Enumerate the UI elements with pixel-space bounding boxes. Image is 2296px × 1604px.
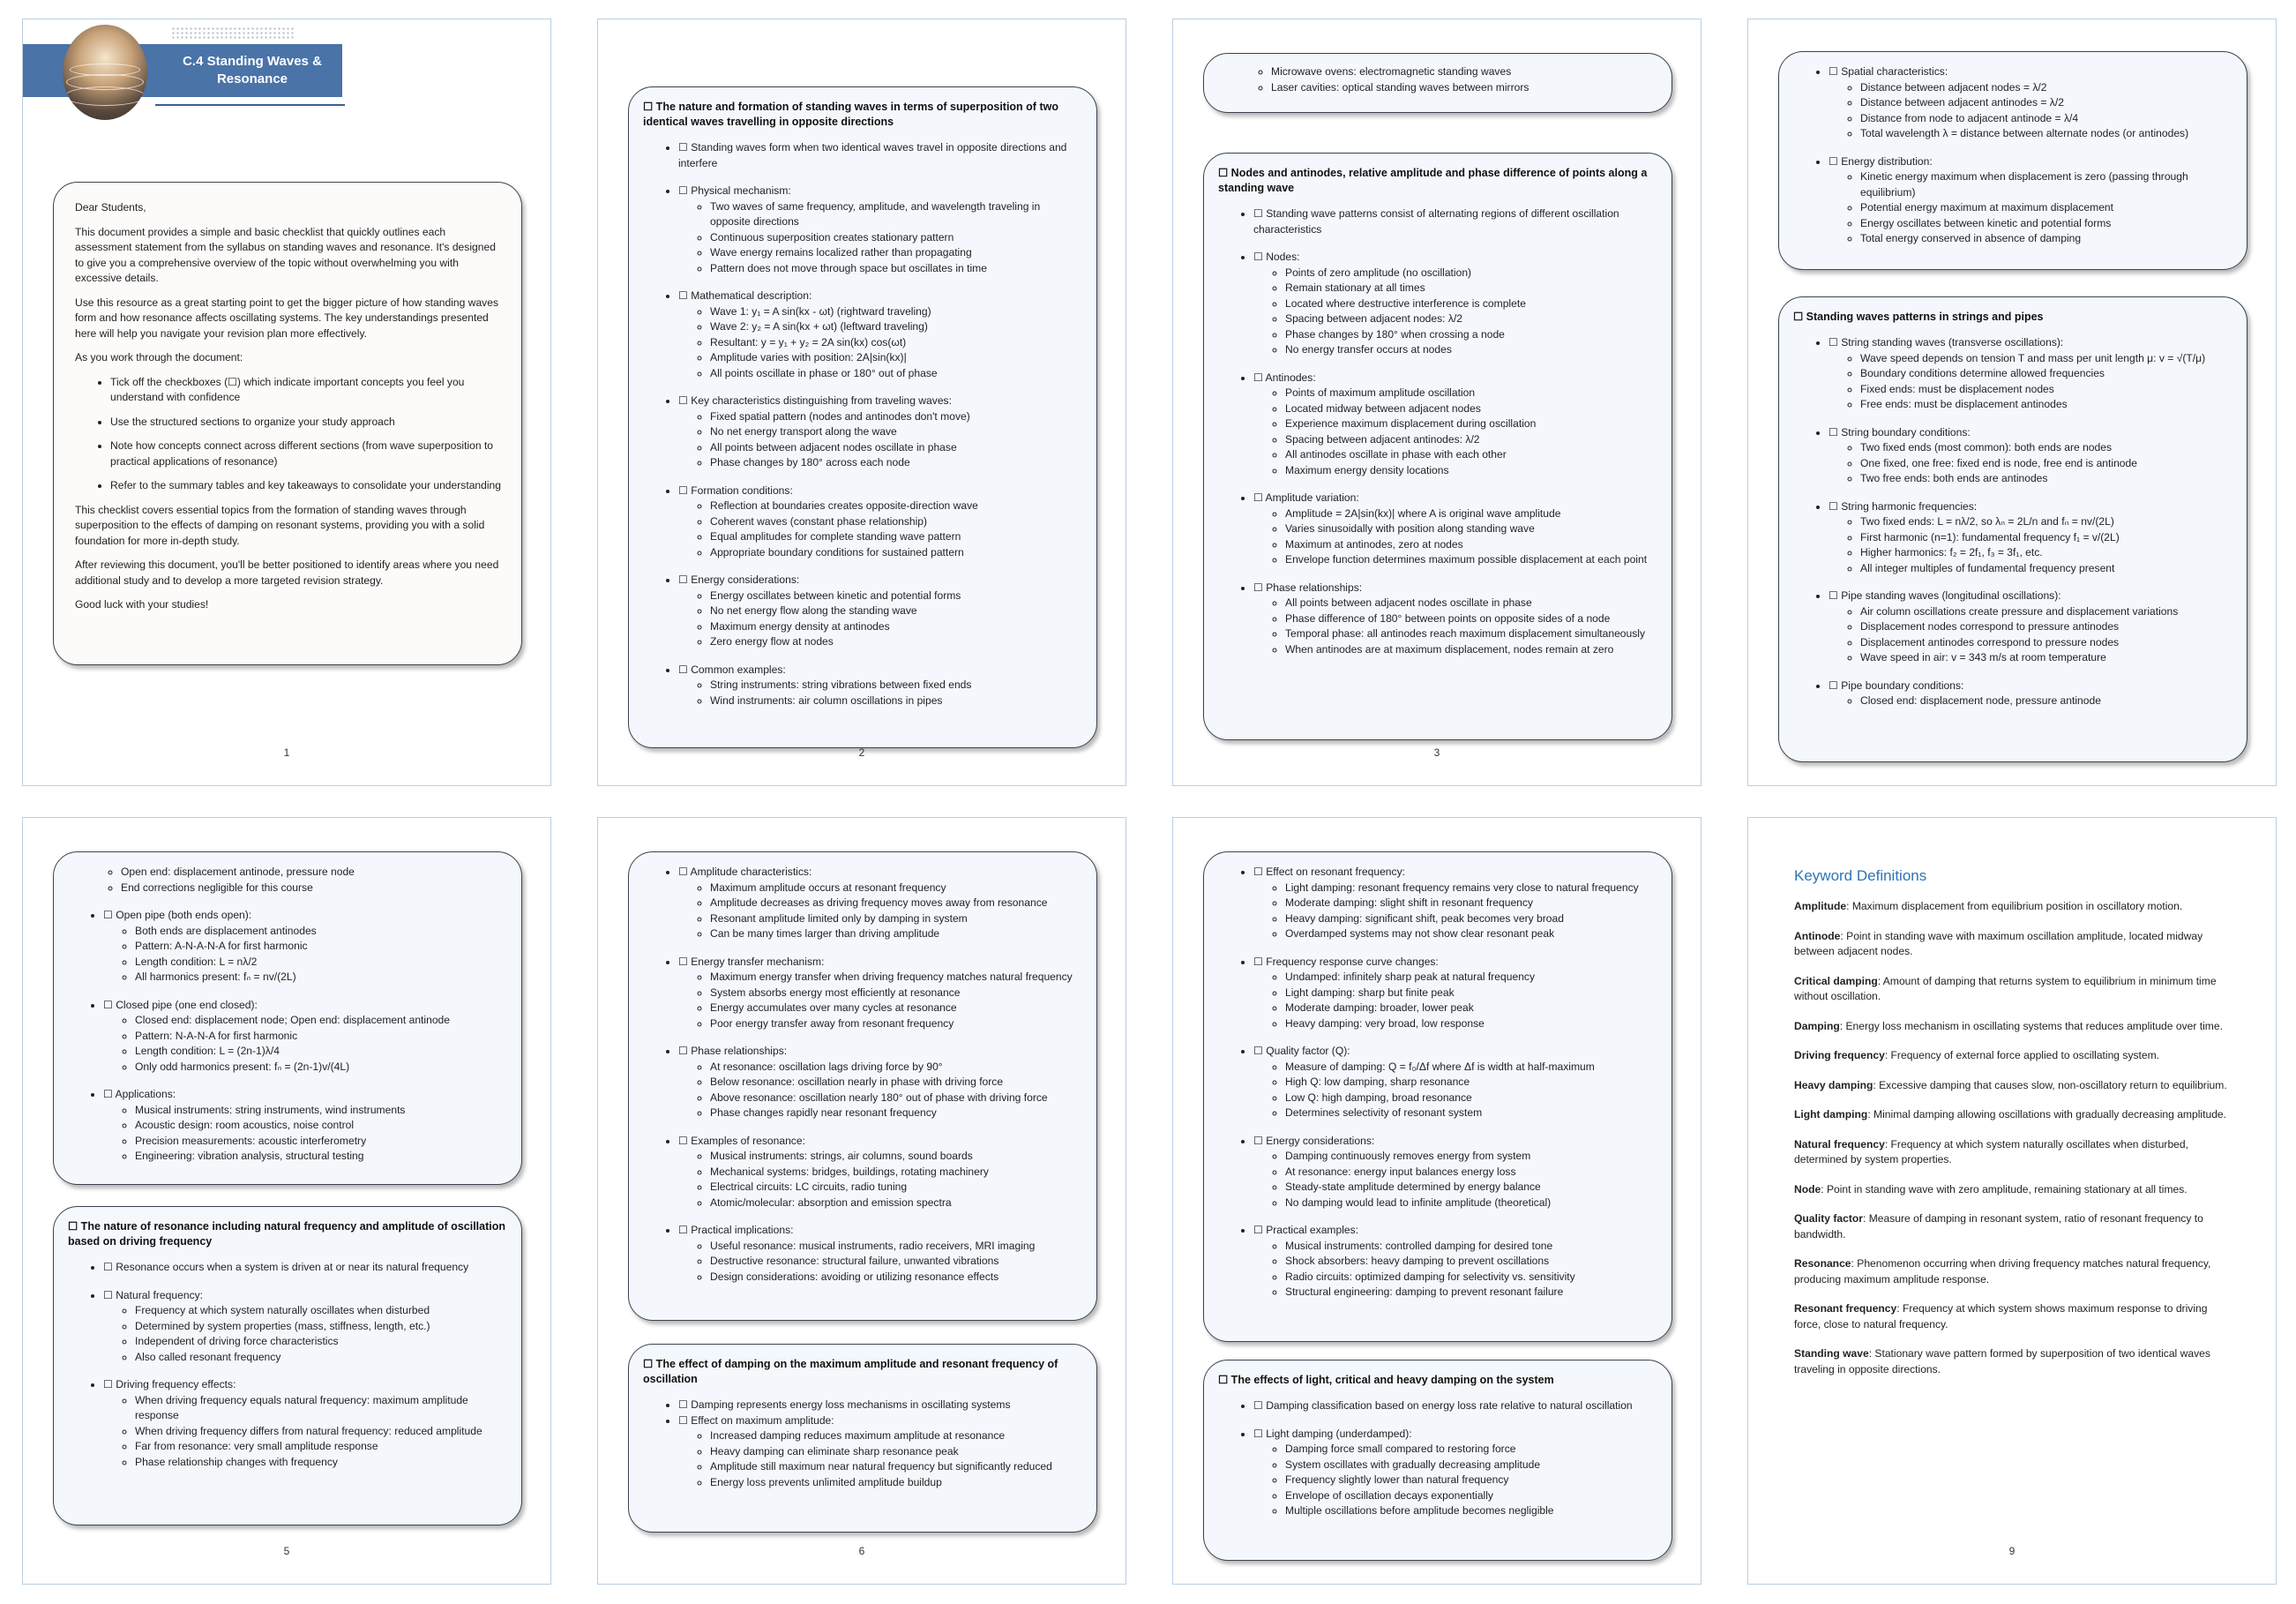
list-item: • Refer to the summary tables and key takeaways to consolidate your understanding (110, 478, 504, 494)
keyword-definitions-title: Keyword Definitions (1794, 867, 1927, 884)
checklist-item[interactable]: • ☐ Closed pipe (one end closed): ◦ Closed end: displacement node; Open end: displacement antinode ◦ Pattern: N-A-N-A for first harmonic ◦ Length condition: L = (2n-1)λ/4 ◦ Only odd harmonics present: fₙ = (2n-1)v/(4L) (103, 998, 505, 1076)
greeting: Dear Students, (75, 201, 146, 214)
checklist-item[interactable]: • ☐ Mathematical description: ◦ Wave 1: y₁ = A sin(kx - ωt) (rightward traveling) ◦ Wave 2: y₂ = A sin(kx + ωt) (leftward traveling) ◦ Resultant: y = y₁ + y₂ = 2A sin(kx) cos(ωt) ◦ Amplitude varies with position: 2A|sin(kx)| ◦ All points oscillate in phase or 180° out of phase (678, 289, 1081, 381)
checklist-item[interactable]: • ☐ Pipe standing waves (longitudinal oscillations): ◦ Air column oscillations create pressure and displacement variations ◦ Displacement nodes correspond to pressure antinodes ◦ Displacement antinodes correspond to pressure nodes ◦ Wave speed in air: v = 343 m/s at room temperature (1829, 588, 2231, 666)
page-number: 1 (283, 746, 290, 759)
closing-paragraph: This checklist covers essential topics from the formation of standing waves through superposition to the effects of damping on resonant systems, providing you with a solid foundation for more in-depth study. (75, 503, 485, 547)
keyword-entry: Node: Point in standing wave with zero amplitude, remaining stationary at all times. (1794, 1182, 2188, 1196)
keyword-entry: Quality factor: Measure of damping in resonant system, ratio of resonant frequency to bandwidth. (1794, 1212, 2203, 1240)
checklist-item[interactable]: • ☐ String standing waves (transverse oscillations): ◦ Wave speed depends on tension T and mass per unit length μ: v = √(T/μ) ◦ Boundary conditions determine allowed frequencies ◦ Fixed ends: must be displacement nodes ◦ Free ends: must be displacement antinodes (1829, 335, 2231, 413)
checklist-item[interactable]: • ☐ String harmonic frequencies: ◦ Two fixed ends: L = nλ/2, so λₙ = 2L/n and fₙ = nv/(2L) ◦ First harmonic (n=1): fundamental frequency f₁ = v/(2L) ◦ Higher harmonics: f₂ = 2f₁, f₃ = 3f₁, etc. ◦ All integer multiples of fundamental frequency present (1829, 499, 2231, 577)
keyword-entry: Resonance: Phenomenon occurring when driving frequency matches natural frequency, producing maximum amplitude response. (1794, 1257, 2211, 1285)
intro-card (53, 182, 522, 665)
continued-card (1203, 851, 1672, 1342)
intro-paragraph: Use this resource as a great starting point to get the bigger picture of how standing waves form and how resonance affects oscillating systems. The key understandings presented here will help you navigate your revision plan more effectively. (75, 296, 498, 340)
continued-card: ◦ Microwave ovens: electromagnetic standing waves ◦ Laser cavities: optical standing waves between mirrors (1203, 53, 1672, 113)
checklist-item[interactable]: • ☐ Energy considerations: ◦ Energy oscillates between kinetic and potential forms ◦ No net energy flow along the standing wave ◦ Maximum energy density at antinodes ◦ Zero energy flow at nodes (678, 573, 1081, 650)
checklist (1218, 1398, 1656, 1519)
checklist-item[interactable]: • ☐ Energy considerations: ◦ Damping continuously removes energy from system ◦ At resonance: energy input balances energy loss ◦ Steady-state amplitude determined by energy balance ◦ No damping would lead to infinite amplitude (theoretical) (1253, 1134, 1656, 1211)
checklist-item[interactable]: • ☐ Light damping (underdamped): ◦ Damping force small compared to restoring force ◦ System oscillates with gradually decreasing amplitude ◦ Frequency slightly lower than natural frequency ◦ Envelope of oscillation decays exponentially ◦ Multiple oscillations before amplitude becomes negligible (1253, 1427, 1656, 1519)
checklist-item[interactable]: • ☐ Common examples: ◦ String instruments: string vibrations between fixed ends ◦ Wind instruments: air column oscillations in pipes (678, 663, 1081, 709)
checklist (1793, 335, 2231, 709)
section-card (628, 1344, 1097, 1533)
list-item: • Tick off the checkboxes (☐) which indicate important concepts you feel you understand with confidence (110, 375, 504, 406)
section-card (628, 86, 1097, 748)
page-5 (22, 817, 551, 1585)
keyword-entry: Amplitude: Maximum displacement from equilibrium position in oscillatory motion. (1794, 900, 2183, 912)
section-heading: ☐ Nodes and antinodes, relative amplitude and phase difference of points along a standing wave (1218, 167, 1648, 194)
checklist-item[interactable]: • ☐ Practical examples: ◦ Musical instruments: controlled damping for desired tone ◦ Shock absorbers: heavy damping to prevent oscillations ◦ Radio circuits: optimized damping for selectivity vs. sensitivity ◦ Structural engineering: damping to prevent resonant failure (1253, 1223, 1656, 1300)
list-item: • Use the structured sections to organize your study approach (110, 415, 504, 431)
page-1 (22, 19, 551, 786)
keyword-entry: Natural frequency: Frequency at which system naturally oscillates when disturbed, determined by system properties. (1794, 1137, 2188, 1166)
page-number: 9 (2008, 1545, 2016, 1557)
intro-paragraph: This document provides a simple and basic checklist that quickly outlines each assessment statement from the syllabus on standing waves and resonance. It's designed to give you a comprehensive overview of the topic without overwhelming you with excessive details. (75, 225, 496, 284)
checklist-item[interactable]: • ☐ Open pipe (both ends open): ◦ Both ends are displacement antinodes ◦ Pattern: A-N-A-N-A for first harmonic ◦ Length condition: L = nλ/2 ◦ All harmonics present: fₙ = nv/(2L) (103, 908, 505, 986)
checklist-item[interactable]: • ☐ Damping represents energy loss mechanisms in oscillating systems (678, 1398, 1081, 1413)
section-heading: ☐ Standing waves patterns in strings and pipes (1793, 311, 2044, 323)
checklist-item[interactable]: • ☐ Frequency response curve changes: ◦ Undamped: infinitely sharp peak at natural frequency ◦ Light damping: sharp but finite peak ◦ Moderate damping: broader, lower peak ◦ Heavy damping: very broad, low response (1253, 955, 1656, 1032)
section-heading: ☐ The nature of resonance including natural frequency and amplitude of oscillation based on driving frequency (68, 1220, 505, 1248)
keyword-entry: Driving frequency: Frequency of external force applied to oscillating system. (1794, 1049, 2160, 1061)
page-number: 3 (1433, 746, 1440, 759)
checklist-item[interactable]: • ☐ Formation conditions: ◦ Reflection at boundaries creates opposite-direction wave ◦ Coherent waves (constant phase relationship) ◦ Equal amplitudes for complete standing wave pattern ◦ Appropriate boundary conditions for sustained pattern (678, 483, 1081, 561)
checklist (643, 1398, 1081, 1490)
checklist (68, 1260, 505, 1470)
ripple-image (63, 25, 147, 120)
checklist-item[interactable]: • ☐ Spatial characteristics: ◦ Distance between adjacent nodes = λ/2 ◦ Distance between adjacent antinodes = λ/2 ◦ Distance from node to adjacent antinode = λ/4 ◦ Total wavelength λ = distance between alternate nodes (or antinodes) (1829, 64, 2231, 142)
section-heading: ☐ The effects of light, critical and heavy damping on the system (1218, 1374, 1554, 1386)
checklist-item[interactable]: • ☐ Effect on resonant frequency: ◦ Light damping: resonant frequency remains very close to natural frequency ◦ Moderate damping: slight shift in resonant frequency ◦ Heavy damping: significant shift, peak becomes very broad ◦ Overdamped systems may not show clear resonant peak (1253, 865, 1656, 942)
page-3 (1172, 19, 1701, 786)
checklist-item[interactable]: • ☐ Quality factor (Q): ◦ Measure of damping: Q = f₀/Δf where Δf is width at half-maximum ◦ High Q: low damping, sharp resonance ◦ Low Q: high damping, broad resonance ◦ Determines selectivity of resonant system (1253, 1044, 1656, 1121)
title-underline (155, 104, 345, 106)
page-4 (1747, 19, 2277, 786)
keyword-entry: Resonant frequency: Frequency at which system shows maximum response to driving force, close to natural frequency. (1794, 1302, 2208, 1330)
checklist (68, 908, 505, 1165)
checklist (643, 865, 1081, 1285)
continued-card: ◦ Open end: displacement antinode, pressure node ◦ End corrections negligible for this course • ☐ Open pipe (both ends open): ◦ Both ends are displacement antinodes ◦ Pattern: A-N-A-N-A for first harmonic ◦ Length condition: L = nλ/2 ◦ All harmonics present: fₙ = nv/(2L) • ☐ Closed pipe (one end closed): ◦ Closed end: displacement node; Open end: displacement antinode ◦ Pattern: N-A-N-A for first harmonic ◦ Length condition: L = (2n-1)λ/4 ◦ Only odd harmonics present: fₙ = (2n-1)v/(4L) • ☐ Applications: ◦ Musical instruments: string instruments, wind instruments ◦ Acoustic design: room acoustics, noise control ◦ Precision measurements: acoustic interferometry ◦ Engineering: vibration analysis, structural testing (53, 851, 522, 1185)
checklist-item[interactable]: • ☐ Practical implications: ◦ Useful resonance: musical instruments, radio receivers, MRI imaging ◦ Destructive resonance: structural failure, unwanted vibrations ◦ Design considerations: avoiding or utilizing resonance effects (678, 1223, 1081, 1285)
keyword-entry: Damping: Energy loss mechanism in oscillating systems that reduces amplitude over time. (1794, 1019, 2223, 1032)
page-9 (1747, 817, 2277, 1585)
keyword-entry: Critical damping: Amount of damping that returns system to equilibrium in minimum time without oscillation. (1794, 974, 2217, 1002)
checklist-item[interactable]: • ☐ Resonance occurs when a system is driven at or near its natural frequency (103, 1260, 505, 1276)
checklist-item[interactable]: • ☐ Physical mechanism: ◦ Two waves of same frequency, amplitude, and wavelength traveling in opposite directions ◦ Continuous superposition creates stationary pattern ◦ Wave energy remains localized rather than propagating ◦ Pattern does not move through space but oscillates in time (678, 184, 1081, 276)
checklist-item[interactable]: • ☐ Standing wave patterns consist of alternating regions of different oscillation characteristics (1253, 206, 1656, 237)
page-6 (597, 817, 1126, 1585)
checklist-item[interactable]: • ☐ Phase relationships: ◦ At resonance: oscillation lags driving force by 90° ◦ Below resonance: oscillation nearly in phase with driving force ◦ Above resonance: oscillation nearly 180° out of phase with driving force ◦ Phase changes rapidly near resonant frequency (678, 1044, 1081, 1121)
checklist-item[interactable]: • ☐ Examples of resonance: ◦ Musical instruments: strings, air columns, sound boards ◦ Mechanical systems: bridges, buildings, rotating machinery ◦ Electrical circuits: LC circuits, radio tuning ◦ Atomic/molecular: absorption and emission spectra (678, 1134, 1081, 1211)
decorative-dots (171, 26, 295, 41)
page-number: 5 (283, 1545, 290, 1557)
checklist (1218, 865, 1656, 1300)
checklist-item[interactable]: • ☐ Energy transfer mechanism: ◦ Maximum energy transfer when driving frequency matches natural frequency ◦ System absorbs energy most efficiently at resonance ◦ Energy accumulates over many cycles at resonance ◦ Poor energy transfer away from resonant frequency (678, 955, 1081, 1032)
keyword-entry: Heavy damping: Excessive damping that causes slow, non-oscillatory return to equilibrium. (1794, 1078, 2227, 1091)
keyword-entry: Standing wave: Stationary wave pattern formed by superposition of two identical waves traveling in opposite directions. (1794, 1347, 2210, 1375)
section-heading: ☐ The nature and formation of standing waves in terms of superposition of two identical waves travelling in opposite directions (643, 101, 1058, 128)
intro-bullets (75, 375, 504, 494)
keyword-entry: Antinode: Point in standing wave with maximum oscillation amplitude, located midway between adjacent nodes. (1794, 929, 2203, 957)
checklist (1218, 206, 1656, 657)
page-7 (1172, 817, 1701, 1585)
section-card (1203, 1360, 1672, 1561)
closing-paragraph: Good luck with your studies! (75, 598, 209, 611)
checklist-item[interactable]: • ☐ Applications: ◦ Musical instruments: string instruments, wind instruments ◦ Acoustic design: room acoustics, noise control ◦ Precision measurements: acoustic interferometry ◦ Engineering: vibration analysis, structural testing (103, 1087, 505, 1165)
closing-paragraph: After reviewing this document, you'll be better positioned to identify areas where you need additional study and to develop a more targeted revision strategy. (75, 558, 499, 587)
list-item: • Note how concepts connect across different sections (from wave superposition to practical applications of resonance) (110, 438, 504, 469)
keyword-entry: Light damping: Minimal damping allowing oscillations with gradually decreasing amplitude. (1794, 1108, 2227, 1121)
page-number: 2 (858, 746, 865, 759)
checklist-item[interactable]: • ☐ Pipe boundary conditions: ◦ Closed end: displacement node, pressure antinode (1829, 678, 2231, 709)
keyword-list (1794, 899, 2235, 1391)
page-2 (597, 19, 1126, 786)
checklist-item[interactable]: • ☐ Effect on maximum amplitude: ◦ Increased damping reduces maximum amplitude at resonance ◦ Heavy damping can eliminate sharp resonance peak ◦ Amplitude still maximum near natural frequency but significantly reduced ◦ Energy loss prevents unlimited amplitude buildup (678, 1413, 1081, 1491)
continued-card (628, 851, 1097, 1321)
checklist-item[interactable]: • ☐ Natural frequency: ◦ Frequency at which system naturally oscillates when disturbed ◦ Determined by system properties (mass, stiffness, length, etc.) ◦ Independent of driving force characteristics ◦ Also called resonant frequency (103, 1288, 505, 1366)
checklist-item[interactable]: • ☐ Amplitude characteristics: ◦ Maximum amplitude occurs at resonant frequency ◦ Amplitude decreases as driving frequency moves away from resonance ◦ Resonant amplitude limited only by damping in system ◦ Can be many times larger than driving amplitude (678, 865, 1081, 942)
page-number: 6 (858, 1545, 865, 1557)
checklist-item[interactable]: • ☐ String boundary conditions: ◦ Two fixed ends (most common): both ends are nodes ◦ One fixed, one free: fixed end is node, free end is antinode ◦ Two free ends: both ends are antinodes (1829, 425, 2231, 487)
continued-card (1778, 51, 2247, 270)
checklist-item[interactable]: • ☐ Driving frequency effects: ◦ When driving frequency equals natural frequency: maximum amplitude response ◦ When driving frequency differs from natural frequency: reduced amplitude ◦ Far from resonance: very small amplitude response ◦ Phase relationship changes with frequency (103, 1377, 505, 1470)
checklist-item[interactable]: • ☐ Antinodes: ◦ Points of maximum amplitude oscillation ◦ Located midway between adjacent nodes ◦ Experience maximum displacement during oscillation ◦ Spacing between adjacent antinodes: λ/2 ◦ All antinodes oscillate in phase with each other ◦ Maximum energy density locations (1253, 371, 1656, 479)
document-title: C.4 Standing Waves & Resonance (183, 54, 322, 86)
checklist-item[interactable]: • ☐ Standing waves form when two identical waves travel in opposite directions and interfere (678, 140, 1081, 171)
checklist-item[interactable]: • ☐ Nodes: ◦ Points of zero amplitude (no oscillation) ◦ Remain stationary at all times ◦ Located where destructive interference is complete ◦ Spacing between adjacent nodes: λ/2 ◦ Phase changes by 180° when crossing a node ◦ No energy transfer occurs at nodes (1253, 250, 1656, 358)
checklist-item[interactable]: • ☐ Amplitude variation: ◦ Amplitude = 2A|sin(kx)| where A is original wave amplitude ◦ Varies sinusoidally with position along standing wave ◦ Maximum at antinodes, zero at nodes ◦ Envelope function determines maximum possible displacement at each point (1253, 491, 1656, 568)
checklist (643, 140, 1081, 708)
intro-paragraph: As you work through the document: (75, 351, 243, 364)
checklist-item[interactable]: • ☐ Phase relationships: ◦ All points between adjacent nodes oscillate in phase ◦ Phase difference of 180° between points on opposite sides of a node ◦ Temporal phase: all antinodes reach maximum displacement simultaneously ◦ When antinodes are at maximum displacement, nodes remain at zero (1253, 581, 1656, 658)
checklist-item[interactable]: • ☐ Energy distribution: ◦ Kinetic energy maximum when displacement is zero (passing through equilibrium) ◦ Potential energy maximum at maximum displacement ◦ Energy oscillates between kinetic and potential forms ◦ Total energy conserved in absence of damping (1829, 154, 2231, 247)
section-heading: ☐ The effect of damping on the maximum amplitude and resonant frequency of oscillation (643, 1358, 1058, 1385)
checklist-item[interactable]: • ☐ Key characteristics distinguishing from traveling waves: ◦ Fixed spatial pattern (nodes and antinodes don't move) ◦ No net energy transport along the wave ◦ All points between adjacent nodes oscillate in phase ◦ Phase changes by 180° across each node (678, 394, 1081, 471)
checklist (1793, 64, 2231, 247)
checklist-item[interactable]: • ☐ Damping classification based on energy loss rate relative to natural oscillation (1253, 1398, 1656, 1414)
section-card (53, 1206, 522, 1525)
section-card (1778, 296, 2247, 762)
section-card (1203, 153, 1672, 740)
